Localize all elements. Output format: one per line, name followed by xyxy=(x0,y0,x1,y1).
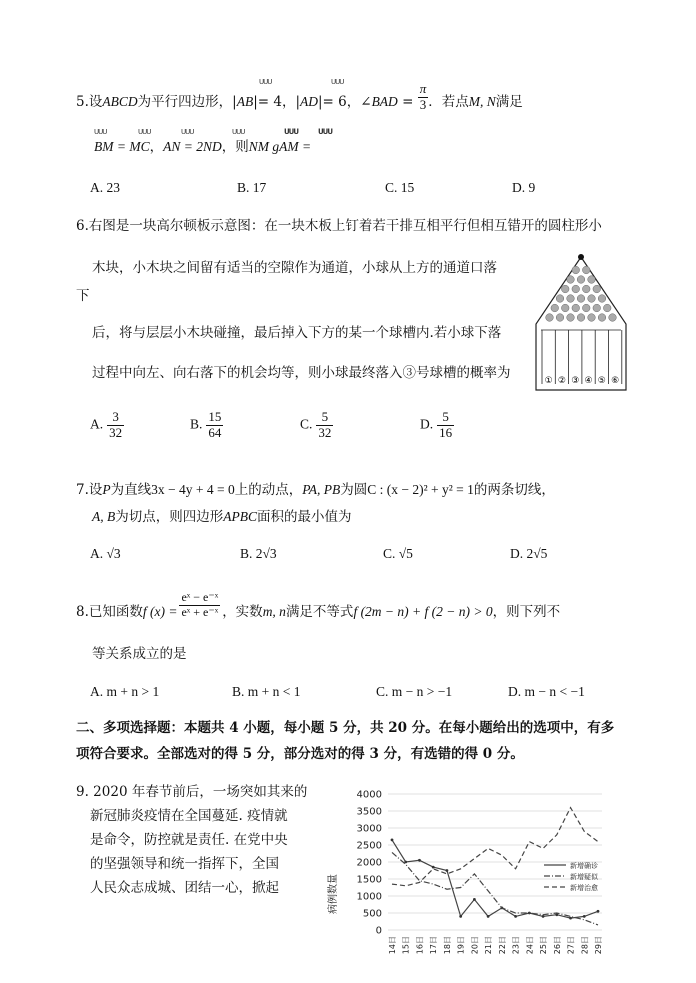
x-tick-label: 27日 xyxy=(566,936,576,955)
galton-peg xyxy=(577,314,585,322)
x-tick-label: 19日 xyxy=(456,936,466,955)
galton-peg xyxy=(572,266,580,274)
q7-option-b[interactable]: B. 2√3 xyxy=(240,546,277,561)
x-tick-label: 28日 xyxy=(580,936,590,955)
data-point xyxy=(487,915,490,918)
galton-peg xyxy=(572,285,580,293)
q6-option-c[interactable]: C. $\frac{5}{32}$ xyxy=(300,409,332,440)
q5-option-d[interactable]: D. 9 xyxy=(512,180,536,195)
data-point xyxy=(391,839,394,842)
data-point xyxy=(514,915,517,918)
y-tick-label: 2000 xyxy=(356,857,382,869)
x-tick-label: 22日 xyxy=(497,936,507,955)
q6-option-a[interactable]: A. $\frac{3}{32}$ xyxy=(90,409,123,440)
slot-label: ⑤ xyxy=(597,376,606,386)
vec-mark: ᑌᑌᑌ xyxy=(181,128,194,136)
q8-line2: 等关系成立的是 xyxy=(92,646,187,662)
galton-peg xyxy=(593,304,601,312)
y-tick-label: 0 xyxy=(375,925,382,937)
q5-line1: 5.设ABCD为平行四边形，|AB|= 4，|AD|= 6，∠BAD = $\frac{\pi}{3}$ ．若点M, N满足 xyxy=(76,81,523,112)
galton-peg xyxy=(556,295,564,303)
q5-option-b[interactable]: B. 17 xyxy=(237,180,267,195)
galton-peg xyxy=(567,314,575,322)
legend-label: 新增确诊 xyxy=(570,862,598,870)
q7-option-c[interactable]: C. √5 xyxy=(383,546,413,561)
galton-board-figure xyxy=(534,252,628,392)
q7-line1: 7.设P为直线3x − 4y + 4 = 0上的动点，PA, PB为圆C : (x − 2)² + y² = 1的两条切线， xyxy=(76,482,555,498)
series-line-dashed xyxy=(392,808,598,886)
q6-line3: 下 xyxy=(76,288,90,304)
vec-mark: ᑌᑌᑌ xyxy=(331,78,344,86)
vec-mark: ᑌᑌᑌ xyxy=(232,128,245,136)
x-tick-label: 29日 xyxy=(594,936,603,955)
x-tick-label: 24日 xyxy=(525,936,535,955)
q7-line2: A, B为切点，则四边形APBC面积的最小值为 xyxy=(92,509,352,525)
q6-line1: 6.右图是一块高尔顿板示意图：在一块木板上钉着若干排互相平行但相互错开的圆柱形小 xyxy=(76,218,602,234)
slot-label: ③ xyxy=(571,376,580,386)
x-tick-label: 20日 xyxy=(470,936,480,955)
y-tick-label: 1000 xyxy=(356,891,382,903)
galton-peg xyxy=(588,295,596,303)
galton-peg xyxy=(556,314,564,322)
data-point xyxy=(583,915,586,918)
galton-peg xyxy=(582,266,590,274)
galton-peg xyxy=(561,304,569,312)
galton-peg xyxy=(577,295,585,303)
x-tick-label: 26日 xyxy=(552,936,562,955)
q9-line5: 人民众志成城、团结一心，掀起 xyxy=(90,880,279,896)
galton-peg xyxy=(588,314,596,322)
x-tick-label: 23日 xyxy=(511,936,521,955)
q9-line3: 是命令，防控就是责任. 在党中央 xyxy=(90,832,288,848)
chart-y-label: 病例数量 xyxy=(328,874,339,914)
x-tick-label: 18日 xyxy=(442,936,452,955)
data-point xyxy=(569,917,572,920)
galton-peg xyxy=(582,304,590,312)
galton-peg xyxy=(561,285,569,293)
galton-peg xyxy=(582,285,590,293)
slot-label: ① xyxy=(544,376,553,386)
galton-peg xyxy=(603,304,611,312)
epidemic-line-chart xyxy=(322,782,612,978)
slot-label: ⑥ xyxy=(611,376,620,386)
x-tick-label: 25日 xyxy=(539,936,549,955)
galton-peg xyxy=(551,304,559,312)
galton-peg xyxy=(546,314,554,322)
vec-mark: ᑌᑌᑌ xyxy=(318,128,333,136)
data-point xyxy=(418,859,421,862)
data-point xyxy=(597,910,600,913)
q5-option-c[interactable]: C. 15 xyxy=(385,180,415,195)
q8-option-a[interactable]: A. m + n > 1 xyxy=(90,684,160,699)
y-tick-label: 4000 xyxy=(356,789,382,801)
x-tick-label: 15日 xyxy=(401,936,411,955)
q9-line4: 的坚强领导和统一指挥下，全国 xyxy=(90,856,279,872)
q6-line5: 过程中向左、向右落下的机会均等，则小球最终落入③号球槽的概率为 xyxy=(92,365,511,381)
vec-mark: ᑌᑌᑌ xyxy=(94,128,107,136)
q9-line1: 9. 2020 年春节前后，一场突如其来的 xyxy=(76,784,308,800)
legend-label: 新增治愈 xyxy=(570,884,598,892)
q6-line2: 木块，小木块之间留有适当的空隙作为通道，小球从上方的通道口落 xyxy=(92,260,497,276)
data-point xyxy=(432,866,435,869)
slot-label: ② xyxy=(557,376,566,386)
data-point xyxy=(446,869,449,872)
q6-option-d[interactable]: D. $\frac{5}{16}$ xyxy=(420,409,453,440)
q8-line1: 8.已知函数f (x) = $\frac{\text{eˣ − e⁻ˣ}}{\text{eˣ + e⁻ˣ}}$ ，实数m, n满足不等式f (2m − n) + f (2 − n) > 0，则下列不 xyxy=(76,590,561,620)
y-tick-label: 2500 xyxy=(356,840,382,852)
vec-mark: ᑌᑌᑌ xyxy=(259,78,272,86)
data-point xyxy=(542,915,545,918)
y-tick-label: 3000 xyxy=(356,823,382,835)
q5-line2: BM = MC，AN = 2ND，则NM gAM = xyxy=(94,139,312,155)
galton-peg xyxy=(598,314,606,322)
q9-line2: 新冠肺炎疫情在全国蔓延. 疫情就 xyxy=(90,808,288,824)
galton-peg xyxy=(598,295,606,303)
y-tick-label: 1500 xyxy=(356,874,382,886)
galton-peg xyxy=(572,304,580,312)
x-tick-label: 21日 xyxy=(484,936,494,955)
galton-peg xyxy=(567,295,575,303)
q8-option-d[interactable]: D. m − n < −1 xyxy=(508,684,585,699)
x-tick-label: 14日 xyxy=(388,936,397,955)
vec-mark: ᑌᑌᑌ xyxy=(284,128,299,136)
q8-option-c[interactable]: C. m − n > −1 xyxy=(376,684,453,699)
data-point xyxy=(459,915,462,918)
legend-label: 新增疑似 xyxy=(570,873,598,881)
galton-peg xyxy=(577,276,585,284)
y-tick-label: 3500 xyxy=(356,806,382,818)
x-tick-label: 16日 xyxy=(415,936,425,955)
vec-mark: ᑌᑌᑌ xyxy=(138,128,151,136)
galton-peg xyxy=(588,276,596,284)
q6-line4: 后，将与层层小木块碰撞，最后掉入下方的某一个球槽内.若小球下落 xyxy=(92,325,502,341)
section2-line2: 项符合要求。全部选对的得 5 分，部分选对的得 3 分，有选错的得 0 分。 xyxy=(76,746,524,762)
q6-option-b[interactable]: B. $\frac{15}{64}$ xyxy=(190,409,222,440)
galton-peg xyxy=(567,276,575,284)
y-tick-label: 500 xyxy=(362,908,382,920)
q5-option-a[interactable]: A. 23 xyxy=(90,180,120,195)
q7-option-d[interactable]: D. 2√5 xyxy=(510,546,548,561)
galton-peg xyxy=(609,314,617,322)
galton-peg xyxy=(593,285,601,293)
data-point xyxy=(473,898,476,901)
q8-option-b[interactable]: B. m + n < 1 xyxy=(232,684,301,699)
x-tick-label: 17日 xyxy=(429,936,439,955)
q7-option-a[interactable]: A. √3 xyxy=(90,546,121,561)
section2-line1: 二、多项选择题：本题共 4 小题，每小题 5 分，共 20 分。在每小题给出的选项中，有多 xyxy=(76,720,615,736)
slot-label: ④ xyxy=(584,376,593,386)
series-line-dash-dot xyxy=(392,852,598,924)
